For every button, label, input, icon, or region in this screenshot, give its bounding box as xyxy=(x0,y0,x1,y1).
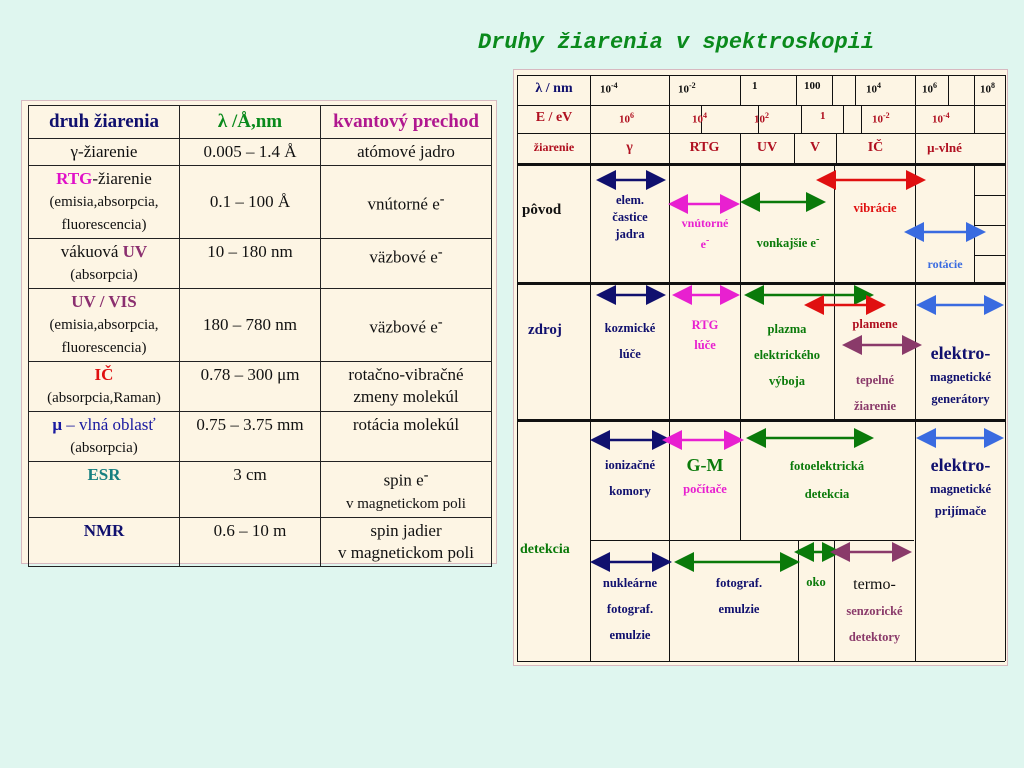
radiation-name-sub: (emisia,absorpcia, fluorescencia) xyxy=(49,194,159,233)
transition-text: spin e xyxy=(383,470,424,490)
transition-value: atómové jadro xyxy=(321,139,492,166)
lambda-tick: $10^6$ xyxy=(922,81,937,96)
lambda-tick: $10^4$ xyxy=(866,81,881,96)
table-header-row xyxy=(29,106,492,139)
transition-value xyxy=(321,517,492,566)
detection-eye: oko xyxy=(806,575,826,589)
radiation-row-label: žiarenie xyxy=(533,140,575,154)
detection-ionization-chambers: ionizačné komory xyxy=(605,458,655,498)
radiation-type-uv: UV xyxy=(756,140,778,155)
transition-sup: - xyxy=(423,467,429,483)
transition-sup: - xyxy=(437,244,443,260)
lambda-tick: $10^{-2}$ xyxy=(678,81,696,96)
header-wavelength: λ /Å,nm xyxy=(180,106,321,139)
table-row xyxy=(29,412,492,462)
transition-value: rotácia molekúl xyxy=(321,412,492,462)
detection-thermo-sensors: termo- senzorické detektory xyxy=(846,576,903,644)
radiation-name-text: γ-žiarenie xyxy=(70,142,138,161)
transition-value xyxy=(321,362,492,412)
header-quantum-transition: kvantový prechod xyxy=(321,106,492,139)
wavelength-value: 0.005 – 1.4 Å xyxy=(180,139,321,166)
transition-text-2: v magnetickom poli xyxy=(338,542,474,562)
wavelength-value: 0.78 – 300 μm xyxy=(180,362,321,412)
wavelength-value: 0.6 – 10 m xyxy=(180,517,321,566)
section-label-source: zdroj xyxy=(528,322,562,338)
radiation-name-highlight: UV xyxy=(122,242,148,261)
radiation-name-sub: (absorpcia,Raman) xyxy=(47,390,161,406)
table-row xyxy=(29,289,492,362)
transition-text: vnútorné e xyxy=(367,194,440,214)
radiation-name-highlight: UV / VIS xyxy=(71,292,137,311)
radiation-type-ir: IČ xyxy=(867,140,884,155)
transition-text-2: zmeny molekúl xyxy=(353,387,459,406)
radiation-name-rest: – vlná oblasť xyxy=(61,415,156,434)
detection-photo-emulsions: fotograf. emulzie xyxy=(715,576,763,616)
spectrum-diagram-panel xyxy=(513,69,1008,666)
radiation-types-table-panel xyxy=(21,100,497,564)
source-xray-rays: RTG lúče xyxy=(691,318,719,352)
origin-rotations: rotácie xyxy=(927,257,963,271)
wavelength-value: 3 cm xyxy=(180,462,321,518)
radiation-name-sub: (absorpcia) xyxy=(70,267,138,283)
radiation-name-sub: (absorpcia) xyxy=(70,440,138,456)
radiation-type-microwave: μ-vlné xyxy=(927,140,962,155)
radiation-name-rest: vákuová xyxy=(60,242,123,261)
radiation-name xyxy=(29,462,180,518)
table-row xyxy=(29,239,492,289)
table-row xyxy=(29,166,492,239)
energy-tick: 1 xyxy=(820,110,826,122)
detection-gm-counters: G-M počítače xyxy=(683,455,727,496)
energy-tick: $10^6$ xyxy=(619,111,634,126)
radiation-name xyxy=(29,362,180,412)
section-label-origin: pôvod xyxy=(522,202,562,218)
radiation-name xyxy=(29,289,180,362)
transition-text: väzbové e xyxy=(369,247,438,267)
section-label-detection: detekcia xyxy=(520,542,570,557)
radiation-name-highlight: NMR xyxy=(83,520,125,540)
source-flames: plamene xyxy=(852,317,898,331)
transition-text-2: v magnetickom poli xyxy=(346,495,466,512)
energy-tick: $10^{-4}$ xyxy=(932,111,950,126)
origin-inner-electrons: vnútorné e- xyxy=(681,216,729,251)
radiation-name xyxy=(29,412,180,462)
transition-text: rotačno-vibračné xyxy=(348,365,464,384)
transition-value xyxy=(321,166,492,239)
radiation-type-rtg: RTG xyxy=(689,140,720,155)
radiation-name-highlight: RTG xyxy=(56,169,93,188)
energy-tick: $10^{-2}$ xyxy=(872,111,890,126)
lambda-tick: 1 xyxy=(752,80,758,92)
transition-value xyxy=(321,462,492,518)
transition-value xyxy=(321,289,492,362)
wavelength-value: 180 – 780 nm xyxy=(180,289,321,362)
wavelength-value: 0.1 – 100 Å xyxy=(180,166,321,239)
source-em-generators: elektro- magnetické generátory xyxy=(929,343,992,406)
source-cosmic-rays: kozmické lúče xyxy=(604,321,656,361)
source-thermal-radiation: tepelné žiarenie xyxy=(853,373,897,413)
table-row xyxy=(29,139,492,166)
wavelength-value: 10 – 180 nm xyxy=(180,239,321,289)
radiation-name xyxy=(29,517,180,566)
radiation-type-gamma: γ xyxy=(626,140,633,155)
radiation-name-highlight: IČ xyxy=(94,365,114,384)
wavelength-value: 0.75 – 3.75 mm xyxy=(180,412,321,462)
detection-photoelectric: fotoelektrická detekcia xyxy=(789,459,865,501)
radiation-name-rest: -žiarenie xyxy=(92,169,152,188)
transition-text: väzbové e xyxy=(369,317,438,337)
lambda-tick: $10^{-4}$ xyxy=(600,81,618,96)
lambda-row-label: λ / nm xyxy=(535,81,573,96)
lambda-tick: 100 xyxy=(804,80,821,92)
lambda-tick: $10^8$ xyxy=(980,81,995,96)
table-row xyxy=(29,517,492,566)
energy-row-label: E / eV xyxy=(535,110,573,125)
radiation-name xyxy=(29,166,180,239)
origin-outer-electrons: vonkajšie e- xyxy=(756,234,820,251)
transition-sup: - xyxy=(439,191,445,208)
detection-nuclear-emulsions: nukleárne fotograf. emulzie xyxy=(602,576,658,642)
radiation-name xyxy=(29,239,180,289)
slide-title: Druhy žiarenia v spektroskopii xyxy=(478,30,875,55)
origin-vibrations: vibrácie xyxy=(853,201,897,215)
header-radiation-type: druh žiarenia xyxy=(29,106,180,139)
radiation-type-visible: V xyxy=(809,140,821,155)
energy-tick: $10^2$ xyxy=(754,111,769,126)
spectrum-diagram xyxy=(514,70,1009,667)
radiation-name-highlight: μ xyxy=(52,415,62,434)
radiation-name-highlight: ESR xyxy=(87,465,121,484)
energy-tick: $10^4$ xyxy=(692,111,707,126)
transition-text: spin jadier xyxy=(370,520,442,540)
radiation-types-table xyxy=(28,105,492,567)
source-plasma-discharge: plazma elektrického výboja xyxy=(754,322,820,388)
table-row xyxy=(29,362,492,412)
table-row xyxy=(29,462,492,518)
radiation-name-sub: (emisia,absorpcia, fluorescencia) xyxy=(49,317,159,356)
transition-sup: - xyxy=(437,314,443,331)
detection-em-receivers: elektro- magnetické prijímače xyxy=(929,455,992,518)
origin-elementary-particles: elem. častice jadra xyxy=(612,193,648,241)
transition-value xyxy=(321,239,492,289)
radiation-name xyxy=(29,139,180,166)
